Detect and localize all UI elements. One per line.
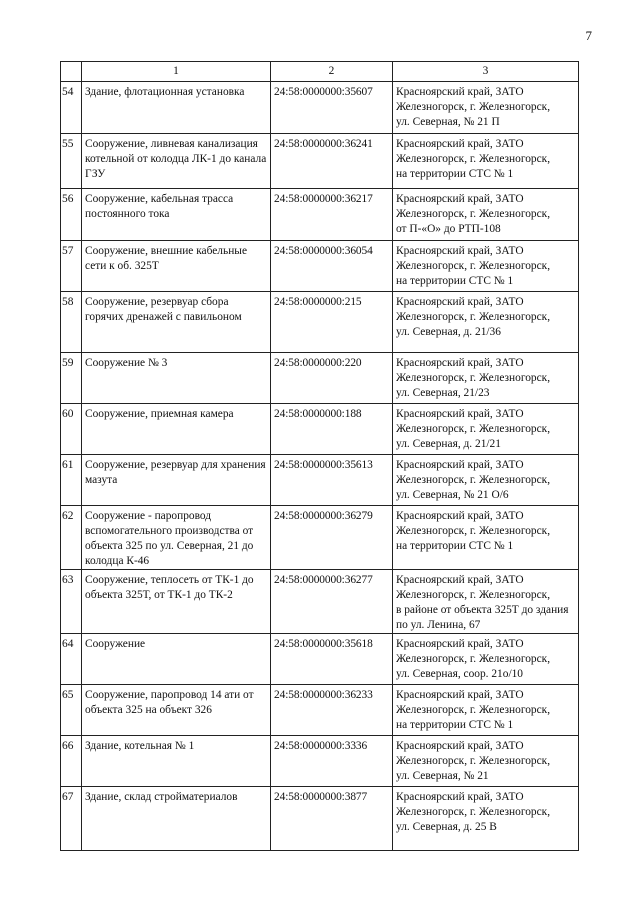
cadastral-number: 24:58:0000000:3877 [271, 787, 393, 851]
object-name: Сооружение [82, 634, 271, 685]
cadastral-number: 24:58:0000000:36054 [271, 241, 393, 292]
table-row [61, 241, 579, 292]
row-number: 56 [61, 189, 82, 241]
object-name: Сооружение № 3 [82, 353, 271, 404]
object-name: Сооружение, паропровод 14 ати от объекта 325 на объект 326 [82, 685, 271, 736]
object-address: Красноярский край, ЗАТО Железногорск, г. Железногорск, ул. Северная, № 21 П [393, 82, 579, 134]
object-address: Красноярский край, ЗАТО Железногорск, г. Железногорск, ул. Северная, № 21 [393, 736, 579, 787]
table-row [61, 455, 579, 506]
object-address: Красноярский край, ЗАТО Железногорск, г. Железногорск, на территории СТС № 1 [393, 241, 579, 292]
object-address: Красноярский край, ЗАТО Железногорск, г. Железногорск, ул. Северная, № 21 О/6 [393, 455, 579, 506]
header-column-2: 2 [271, 62, 393, 82]
table-row [61, 570, 579, 634]
table-row [61, 292, 579, 353]
object-name: Здание, флотационная установка [82, 82, 271, 134]
object-address: Красноярский край, ЗАТО Железногорск, г. Железногорск, на территории СТС № 1 [393, 506, 579, 570]
cadastral-number: 24:58:0000000:220 [271, 353, 393, 404]
object-address: Красноярский край, ЗАТО Железногорск, г. Железногорск, ул. Северная, 21/23 [393, 353, 579, 404]
cadastral-number: 24:58:0000000:35618 [271, 634, 393, 685]
table-row [61, 736, 579, 787]
table-row [61, 787, 579, 851]
object-name: Здание, склад стройматериалов [82, 787, 271, 851]
object-address: Красноярский край, ЗАТО Железногорск, г. Железногорск, от П-«О» до РТП-108 [393, 189, 579, 241]
cadastral-number: 24:58:0000000:35613 [271, 455, 393, 506]
cadastral-number: 24:58:0000000:215 [271, 292, 393, 353]
row-number: 60 [61, 404, 82, 455]
object-address: Красноярский край, ЗАТО Железногорск, г. Железногорск, ул. Северная, д. 25 В [393, 787, 579, 851]
row-number: 55 [61, 134, 82, 189]
cadastral-number: 24:58:0000000:36277 [271, 570, 393, 634]
table-row [61, 404, 579, 455]
row-number: 63 [61, 570, 82, 634]
object-address: Красноярский край, ЗАТО Железногорск, г. Железногорск, на территории СТС № 1 [393, 685, 579, 736]
object-address: Красноярский край, ЗАТО Железногорск, г. Железногорск, ул. Северная, д. 21/36 [393, 292, 579, 353]
object-name: Сооружение - паропровод вспомогательного производства от объекта 325 по ул. Северная, 21 до колодца К-46 [82, 506, 271, 570]
object-name: Сооружение, резервуар для хранения мазута [82, 455, 271, 506]
cadastral-number: 24:58:0000000:36217 [271, 189, 393, 241]
object-name: Сооружение, кабельная трасса постоянного тока [82, 189, 271, 241]
object-address: Красноярский край, ЗАТО Железногорск, г. Железногорск, ул. Северная, соор. 21о/10 [393, 634, 579, 685]
object-name: Сооружение, ливневая канализация котельной от колодца ЛК-1 до канала ГЗУ [82, 134, 271, 189]
table-header-row [61, 62, 579, 82]
cadastral-number: 24:58:0000000:36279 [271, 506, 393, 570]
cadastral-number: 24:58:0000000:35607 [271, 82, 393, 134]
object-name: Сооружение, внешние кабельные сети к об. 325Т [82, 241, 271, 292]
table-row [61, 506, 579, 570]
row-number: 57 [61, 241, 82, 292]
table-row [61, 685, 579, 736]
object-address: Красноярский край, ЗАТО Железногорск, г. Железногорск, на территории СТС № 1 [393, 134, 579, 189]
object-name: Сооружение, теплосеть от ТК-1 до объекта 325Т, от ТК-1 до ТК-2 [82, 570, 271, 634]
object-name: Сооружение, приемная камера [82, 404, 271, 455]
cadastral-number: 24:58:0000000:188 [271, 404, 393, 455]
row-number: 62 [61, 506, 82, 570]
object-address: Красноярский край, ЗАТО Железногорск, г. Железногорск, ул. Северная, д. 21/21 [393, 404, 579, 455]
row-number: 61 [61, 455, 82, 506]
row-number: 54 [61, 82, 82, 134]
header-column-3: 3 [393, 62, 579, 82]
row-number: 67 [61, 787, 82, 851]
header-row-number [61, 62, 82, 82]
row-number: 64 [61, 634, 82, 685]
row-number: 59 [61, 353, 82, 404]
header-column-1: 1 [82, 62, 271, 82]
table-row [61, 634, 579, 685]
row-number: 66 [61, 736, 82, 787]
page-number: 7 [585, 28, 592, 43]
row-number: 58 [61, 292, 82, 353]
object-address: Красноярский край, ЗАТО Железногорск, г. Железногорск, в районе от объекта 325Т до здания по ул. Ленина, 67 [393, 570, 579, 634]
table-row [61, 353, 579, 404]
cadastral-number: 24:58:0000000:36241 [271, 134, 393, 189]
property-registry-table [60, 61, 579, 851]
table-row [61, 134, 579, 189]
object-name: Здание, котельная № 1 [82, 736, 271, 787]
cadastral-number: 24:58:0000000:3336 [271, 736, 393, 787]
table-row [61, 82, 579, 134]
table-row [61, 189, 579, 241]
object-name: Сооружение, резервуар сбора горячих дренажей с павильоном [82, 292, 271, 353]
cadastral-number: 24:58:0000000:36233 [271, 685, 393, 736]
row-number: 65 [61, 685, 82, 736]
